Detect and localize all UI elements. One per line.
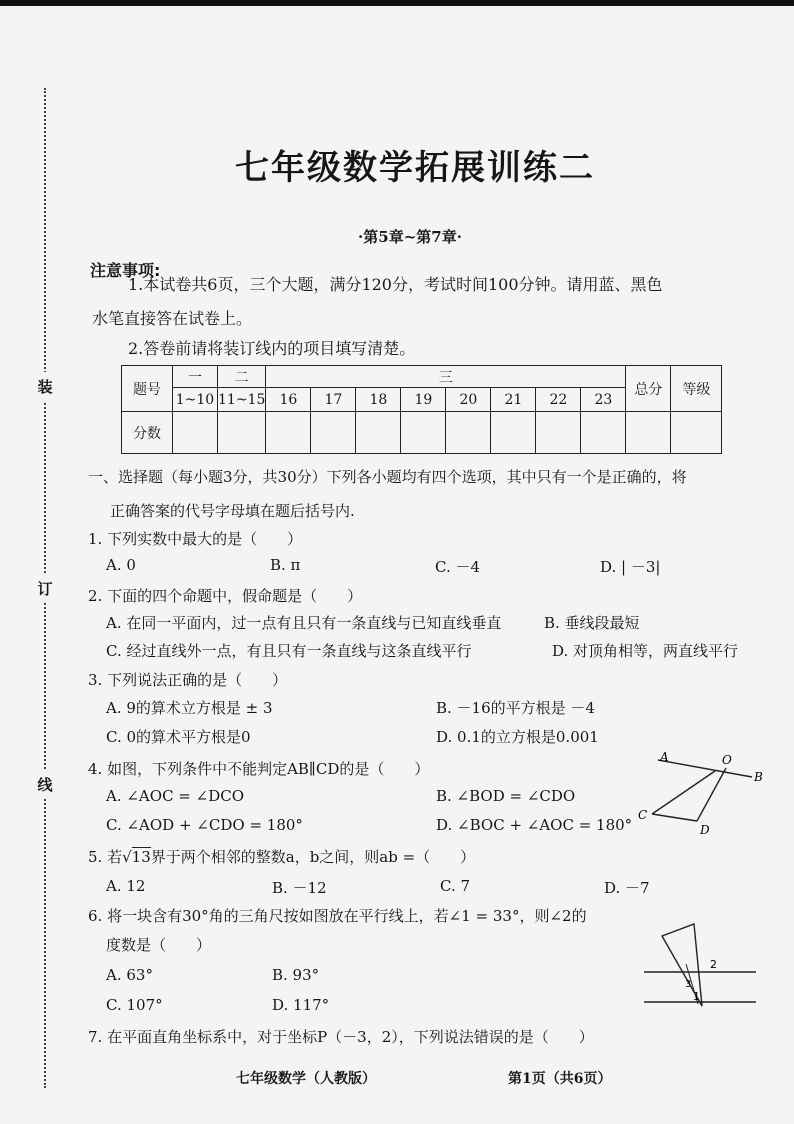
row-head-score: 分数 [122, 412, 173, 454]
scan-top-edge [0, 0, 794, 6]
q1-option-a[interactable]: A. 0 [106, 556, 136, 574]
q4-label-b: B [754, 770, 763, 784]
section1-instructions-line2: 正确答案的代号字母填在题后括号内. [110, 502, 355, 520]
q5-sqrt-radicand: 13 [131, 848, 151, 866]
q6-label-1: 1 [693, 990, 700, 1003]
sub-col-head: 21 [491, 388, 536, 412]
score-table [121, 365, 722, 454]
sub-col-head: 11~15 [218, 388, 266, 412]
section1-instructions-line1: 一、选择题（每小题3分，共30分）下列各小题均有四个选项，其中只有一个是正确的，将 [88, 468, 687, 486]
q5-stem-suffix: 界于两个相邻的整数a，b之间，则ab =（ ） [150, 848, 476, 866]
q3-stem: 3. 下列说法正确的是（ ） [88, 671, 288, 689]
score-cell-grade[interactable] [671, 412, 722, 454]
sub-col-head: 19 [401, 388, 446, 412]
score-cell-total[interactable] [626, 412, 671, 454]
group-head-2: 二 [218, 366, 266, 388]
q7-stem: 7. 在平面直角坐标系中，对于坐标P（－3，2），下列说法错误的是（ ） [88, 1028, 594, 1046]
score-cell[interactable] [266, 412, 311, 454]
q4-option-a[interactable]: A. ∠AOC = ∠DCO [106, 787, 245, 805]
footer-page-number: 第1页（共6页） [508, 1071, 612, 1087]
total-head: 总分 [626, 366, 671, 412]
sub-col-head: 1~10 [173, 388, 218, 412]
chapter-range: ·第5章~第7章· [358, 228, 462, 246]
q4-figure [630, 748, 780, 840]
notice-item2: 2.答卷前请将装订线内的项目填写清楚。 [128, 339, 416, 358]
notice-heading: 注意事项: [90, 261, 161, 280]
q6-label-3: 3 [685, 979, 692, 990]
sub-col-head: 17 [311, 388, 356, 412]
q6-option-d[interactable]: D. 117° [272, 996, 330, 1014]
score-cell[interactable] [401, 412, 446, 454]
q4-label-c: C [638, 808, 648, 822]
q1-stem: 1. 下列实数中最大的是（ ） [88, 530, 303, 548]
q5-option-b[interactable]: B. －12 [272, 879, 327, 897]
score-cell[interactable] [173, 412, 218, 454]
q6-figure [640, 920, 760, 1012]
notice-item1-line1: 1.本试卷共6页，三个大题，满分120分，考试时间100分钟。请用蓝、黑色 [128, 275, 663, 294]
binding-char-ding: 订 [34, 574, 56, 603]
q2-option-a[interactable]: A. 在同一平面内，过一点有且只有一条直线与已知直线垂直 [106, 614, 502, 632]
page-title: 七年级数学拓展训练二 [235, 148, 595, 188]
sub-col-head: 22 [536, 388, 581, 412]
q5-option-c[interactable]: C. 7 [440, 877, 471, 895]
q6-option-c[interactable]: C. 107° [106, 996, 163, 1014]
group-head-1: 一 [173, 366, 218, 388]
q4-stem: 4. 如图，下列条件中不能判定AB∥CD的是（ ） [88, 760, 430, 778]
binding-char-zhuang: 装 [34, 372, 56, 401]
row-head-question-no: 题号 [122, 366, 173, 412]
q3-option-b[interactable]: B. －16的平方根是 －4 [436, 699, 595, 717]
q4-label-a: A [660, 750, 669, 764]
sub-col-head: 18 [356, 388, 401, 412]
score-cell[interactable] [491, 412, 536, 454]
grade-head: 等级 [671, 366, 722, 412]
footer-subject: 七年级数学（人教版） [236, 1071, 376, 1087]
score-cell[interactable] [218, 412, 266, 454]
q2-stem: 2. 下面的四个命题中，假命题是（ ） [88, 587, 363, 605]
q4-label-d: D [700, 823, 710, 837]
q6-stem-line2: 度数是（ ） [106, 936, 212, 954]
q5-stem-prefix: 5. 若 [88, 848, 123, 866]
sub-col-head: 20 [446, 388, 491, 412]
q4-option-d[interactable]: D. ∠BOC + ∠AOC = 180° [436, 816, 633, 834]
sqrt-symbol-icon: √ [122, 848, 132, 866]
score-cell[interactable] [356, 412, 401, 454]
q3-option-d[interactable]: D. 0.1的立方根是0.001 [436, 728, 599, 746]
q2-option-d[interactable]: D. 对顶角相等，两直线平行 [552, 642, 739, 660]
sub-col-head: 16 [266, 388, 311, 412]
score-cell[interactable] [446, 412, 491, 454]
q6-option-a[interactable]: A. 63° [106, 966, 153, 984]
group-head-3: 三 [266, 366, 626, 388]
q4-label-o: O [722, 753, 732, 767]
score-cell[interactable] [581, 412, 626, 454]
q2-option-b[interactable]: B. 垂线段最短 [544, 614, 640, 632]
q6-label-2: 2 [710, 958, 717, 971]
q5-option-a[interactable]: A. 12 [106, 877, 146, 895]
score-cell[interactable] [536, 412, 581, 454]
score-cell[interactable] [311, 412, 356, 454]
q4-option-b[interactable]: B. ∠BOD = ∠CDO [436, 787, 576, 805]
binding-char-xian: 线 [34, 770, 56, 799]
q3-option-c[interactable]: C. 0的算术平方根是0 [106, 728, 251, 746]
notice-item1-line2: 水笔直接答在试卷上。 [92, 309, 253, 328]
q1-option-d[interactable]: D. | －3| [600, 558, 661, 576]
q5-stem [88, 846, 475, 867]
q6-option-b[interactable]: B. 93° [272, 966, 320, 984]
q6-stem-line1: 6. 将一块含有30°角的三角尺按如图放在平行线上，若∠1 = 33°，则∠2的 [88, 907, 587, 925]
q1-option-b[interactable]: B. π [270, 556, 301, 574]
sub-col-head: 23 [581, 388, 626, 412]
q3-option-a[interactable]: A. 9的算术立方根是 ± 3 [106, 699, 273, 717]
q2-option-c[interactable]: C. 经过直线外一点，有且只有一条直线与这条直线平行 [106, 642, 472, 660]
q1-option-c[interactable]: C. －4 [435, 558, 481, 576]
q5-option-d[interactable]: D. －7 [604, 879, 650, 897]
q4-option-c[interactable]: C. ∠AOD + ∠CDO = 180° [106, 816, 303, 834]
